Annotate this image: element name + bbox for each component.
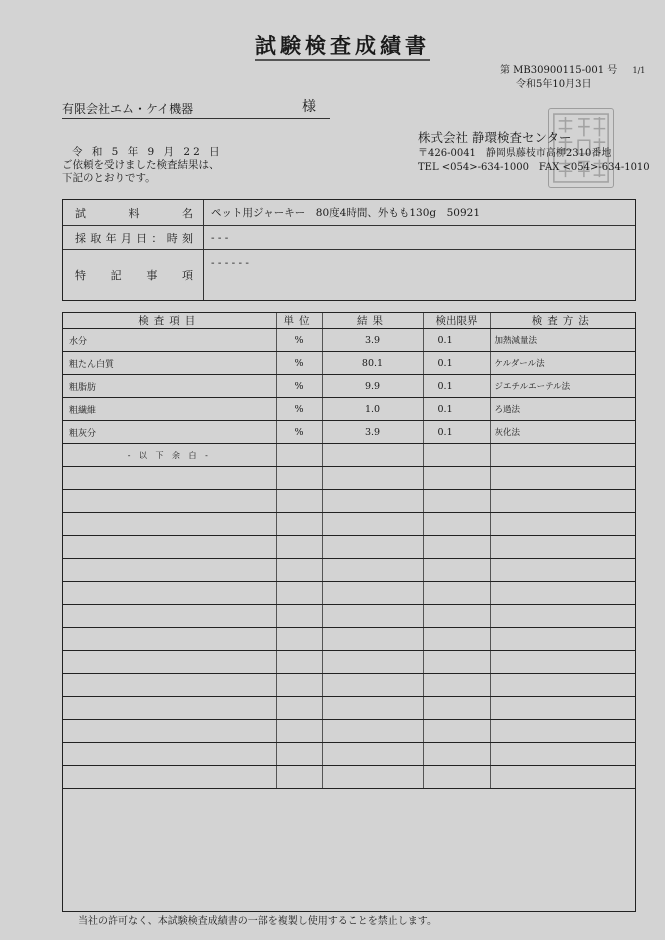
empty-table-row [63,467,635,490]
item-cell: 粗脂肪 [63,375,276,398]
col-header-limit: 検出限界 [423,313,490,329]
empty-cell [423,605,490,628]
sample-info-table [62,199,636,301]
empty-table-row [63,605,635,628]
col-header-unit: 単位 [276,313,322,329]
limit-cell: 0.1 [423,352,490,375]
empty-cell [63,743,276,766]
empty-table-row [63,766,635,789]
empty-cell [322,674,423,697]
empty-cell [490,513,635,536]
empty-cell [423,766,490,789]
results-header-row [63,313,635,329]
empty-cell [276,559,322,582]
lab-contact: TEL <054>-634-1000 FAX <054>-634-1010 [418,162,650,173]
empty-cell [322,697,423,720]
limit-cell: 0.1 [423,398,490,421]
unit-cell: % [276,375,322,398]
limit-cell: 0.1 [423,421,490,444]
empty-cell [322,720,423,743]
client-name: 有限会社エム・ケイ機器 [62,102,194,116]
issue-date: 令和5年10月3日 [516,79,592,90]
table-row [63,375,635,398]
empty-cell [322,766,423,789]
empty-cell [322,513,423,536]
lab-name: 株式会社 静環検査センター [418,130,572,145]
empty-cell [322,743,423,766]
document-number [500,61,645,76]
result-cell: 3.9 [322,329,423,352]
empty-cell [276,766,322,789]
remarks-row [63,250,635,300]
empty-cell [490,467,635,490]
limit-cell: 0.1 [423,375,490,398]
results-body [63,329,635,789]
empty-cell [423,720,490,743]
col-header-result: 結果 [322,313,423,329]
empty-cell [322,582,423,605]
method-cell: 加熱減量法 [490,329,635,352]
empty-cell [63,766,276,789]
table-row [63,329,635,352]
empty-cell [276,605,322,628]
client-block [62,100,330,119]
result-cell: 80.1 [322,352,423,375]
lab-address: 〒426-0041 静岡県藤枝市高柳2310番地 [418,148,612,159]
empty-cell [276,536,322,559]
unit-cell: % [276,398,322,421]
empty-cell [63,651,276,674]
method-cell: ろ過法 [490,398,635,421]
empty-cell [276,582,322,605]
empty-cell [423,582,490,605]
empty-cell [63,582,276,605]
sampling-date-label: 採取年月日：時刻 [63,226,204,249]
empty-cell [63,467,276,490]
empty-cell [322,536,423,559]
result-cell: 3.9 [322,421,423,444]
empty-cell [63,697,276,720]
empty-cell [423,559,490,582]
empty-cell [423,490,490,513]
document-number-text: 第 MB30900115-001 号 [500,65,618,76]
empty-cell [423,467,490,490]
empty-cell [63,605,276,628]
empty-cell [490,628,635,651]
empty-cell [423,536,490,559]
method-cell: ケルダール法 [490,352,635,375]
remarks-label: 特記事項 [63,250,204,300]
empty-table-row [63,628,635,651]
empty-table-row [63,674,635,697]
empty-cell [276,697,322,720]
sampling-date-value: - - - [211,231,229,244]
result-cell: 9.9 [322,375,423,398]
empty-table-row [63,559,635,582]
empty-cell [322,605,423,628]
copy-prohibition-notice: 当社の許可なく、本試験検査成績書の一部を複製し使用することを禁止します。 [78,916,437,927]
empty-cell [423,651,490,674]
empty-cell [63,490,276,513]
empty-cell [276,743,322,766]
item-cell: 水分 [63,329,276,352]
empty-cell [276,720,322,743]
method-cell: 灰化法 [490,421,635,444]
empty-cell [490,559,635,582]
col-header-item: 検査項目 [63,313,276,329]
end-note: - 以 下 余 白 - [63,444,276,467]
empty-cell [63,536,276,559]
empty-table-row [63,490,635,513]
empty-table-row [63,582,635,605]
empty-cell [490,743,635,766]
request-text-line2: 下記のとおりです。 [62,172,156,184]
item-cell: 粗灰分 [63,421,276,444]
table-row [63,421,635,444]
empty-cell [423,628,490,651]
empty-cell [490,536,635,559]
empty-cell [322,559,423,582]
empty-cell [276,674,322,697]
remarks-value: - - - - - - [211,257,249,269]
empty-table-row [63,697,635,720]
empty-cell [63,720,276,743]
empty-cell [63,628,276,651]
empty-cell [276,651,322,674]
empty-cell [63,674,276,697]
empty-cell [276,490,322,513]
sample-name-value: ペット用ジャーキー 80度4時間、外もも130g 50921 [211,207,480,219]
limit-cell: 0.1 [423,329,490,352]
empty-cell [490,651,635,674]
empty-cell [63,513,276,536]
page-indicator: 1/1 [632,66,646,75]
request-date: 令 和 5 年 9 月 22 日 [72,146,223,158]
unit-cell: % [276,352,322,375]
result-cell: 1.0 [322,398,423,421]
table-row [63,352,635,375]
method-cell: ジエチルエーテル法 [490,375,635,398]
empty-cell [490,605,635,628]
empty-table-row [63,513,635,536]
empty-cell [322,628,423,651]
col-header-method: 検査方法 [490,313,635,329]
item-cell: 粗繊維 [63,398,276,421]
empty-cell [276,467,322,490]
results-table [62,312,636,912]
empty-cell [423,513,490,536]
empty-cell [423,674,490,697]
sampling-date-row [63,226,635,250]
end-note-row [63,444,635,467]
unit-cell: % [276,421,322,444]
empty-cell [276,513,322,536]
empty-cell [276,628,322,651]
empty-cell [423,743,490,766]
empty-cell [490,697,635,720]
empty-table-row [63,651,635,674]
empty-cell [490,674,635,697]
empty-cell [490,766,635,789]
empty-table-row [63,536,635,559]
document-title: 試験検査成績書 [255,34,430,61]
empty-cell [490,720,635,743]
sample-name-row [63,200,635,226]
empty-cell [322,651,423,674]
empty-cell [322,490,423,513]
client-honorific: 様 [302,99,316,115]
request-text-line1: ご依頼を受けました検査結果は、 [62,159,220,171]
sample-name-label: 試料名 [63,200,204,225]
table-row [63,398,635,421]
empty-cell [490,582,635,605]
empty-cell [322,467,423,490]
item-cell: 粗たん白質 [63,352,276,375]
empty-cell [63,559,276,582]
empty-cell [423,697,490,720]
empty-table-row [63,720,635,743]
empty-cell [490,490,635,513]
unit-cell: % [276,329,322,352]
empty-table-row [63,743,635,766]
